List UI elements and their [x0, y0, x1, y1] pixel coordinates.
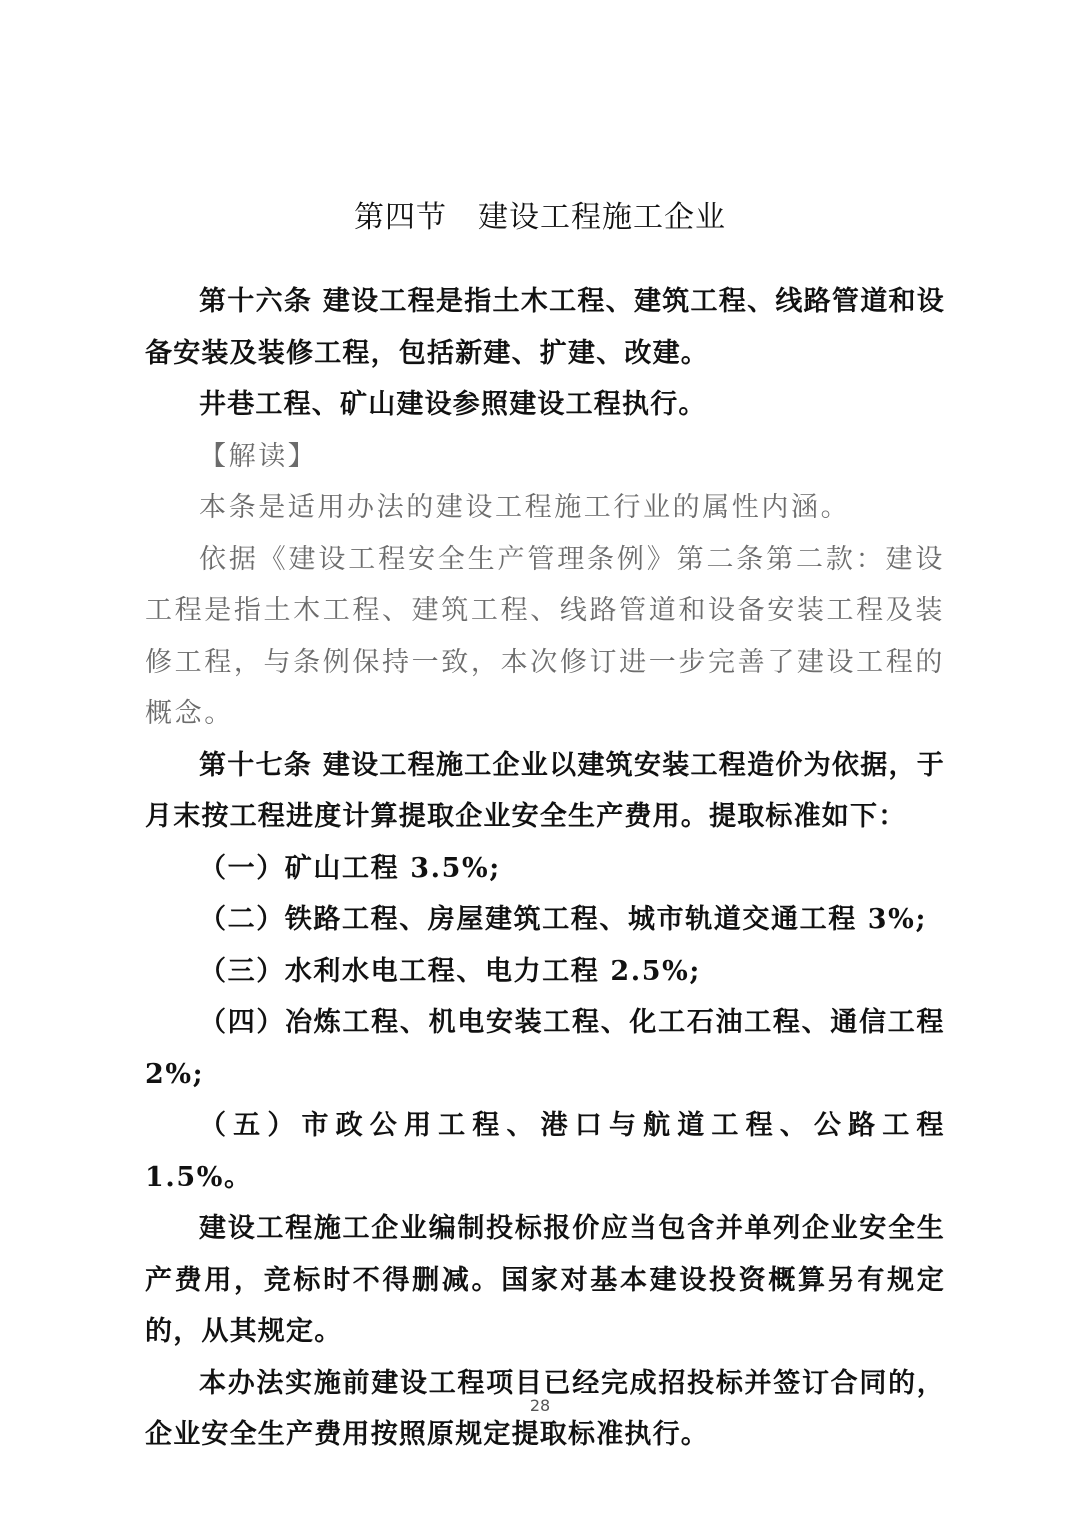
interpretation-heading: 【解读】: [199, 440, 318, 472]
rate-list-item: （三）水利水电工程、电力工程 2.5%;: [199, 955, 701, 987]
article-17-paragraph: 第十七条 建设工程施工企业以建筑安装工程造价为依据，于月末按工程进度计算提取企业安全生产费用。提取标准如下：: [145, 749, 945, 832]
article-16-supplement-paragraph: 井巷工程、矿山建设参照建设工程执行。: [199, 389, 707, 420]
document-body: [145, 276, 945, 1461]
page-number: 28: [529, 1396, 551, 1415]
article-16-paragraph: 第十六条 建设工程是指土木工程、建筑工程、线路管道和设备安装及装修工程，包括新建、扩建、改建。: [145, 286, 945, 369]
rate-list-item: （五）市政公用工程、港口与航道工程、公路工程 1.5%。: [145, 1110, 945, 1193]
article-17-bidding-paragraph: 建设工程施工企业编制投标报价应当包含并单列企业安全生产费用，竞标时不得删减。国家对基本建设投资概算另有规定的，从其规定。: [145, 1213, 945, 1347]
rate-list-item: （四）冶炼工程、机电安装工程、化工石油工程、通信工程 2%;: [145, 1007, 945, 1090]
rate-list-item: （一）矿山工程 3.5%;: [199, 852, 501, 884]
interpretation-paragraph: 依据《建设工程安全生产管理条例》第二条第二款：建设工程是指土木工程、建筑工程、线路管道和设备安装工程及装修工程，与条例保持一致，本次修订进一步完善了建设工程的概念。: [145, 543, 945, 729]
section-title: 第四节 建设工程施工企业: [354, 200, 726, 235]
rate-list-item: （二）铁路工程、房屋建筑工程、城市轨道交通工程 3%;: [199, 904, 928, 935]
article-17-transition-paragraph: 本办法实施前建设工程项目已经完成招投标并签订合同的，企业安全生产费用按照原规定提取标准执行。: [145, 1367, 945, 1450]
interpretation-paragraph: 本条是适用办法的建设工程施工行业的属性内涵。: [199, 492, 851, 523]
